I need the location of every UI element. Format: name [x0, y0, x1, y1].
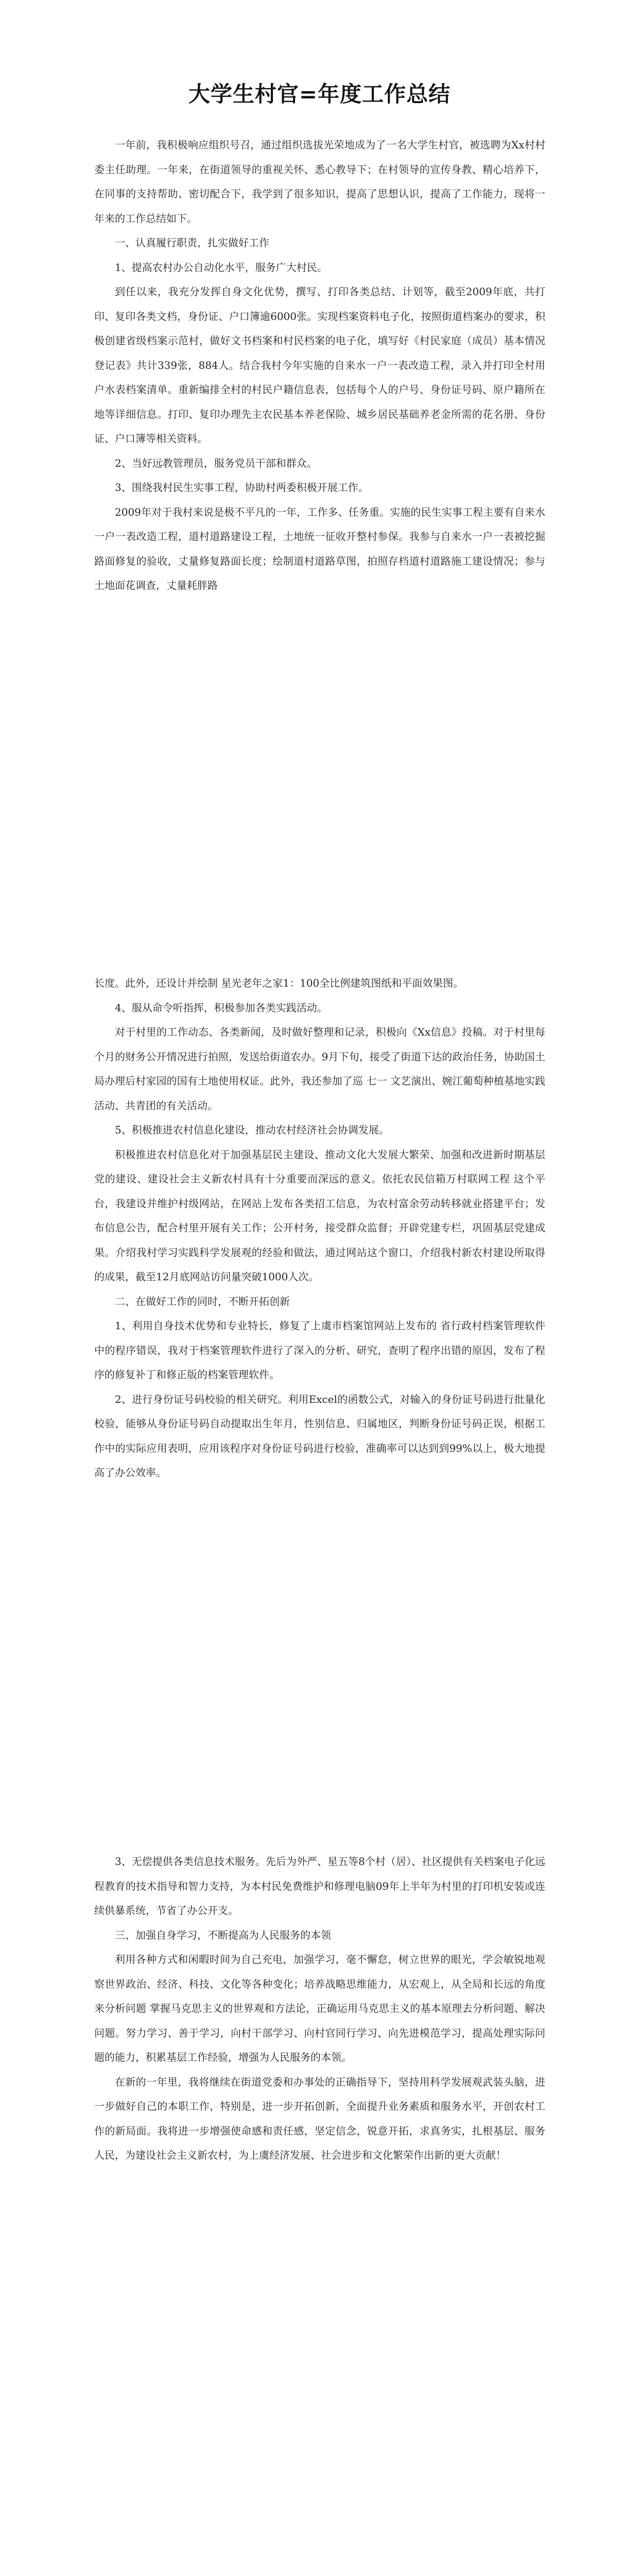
- subsection-heading: 5、积极推进农村信息化建设，推动农村经济社会协调发展。: [115, 1124, 389, 1136]
- section-heading: 二、在做好工作的同时，不断开拓创新: [115, 1295, 290, 1308]
- paragraph: 2009年对于我村来说是极不平凡的一年，工作多、任务重。实施的民生实事工程主要有自来水一户一表改造工程，道村道路建设工程，土地统一征收开整村参保。我参与自来水一户一表被挖掘路面修复的验收，丈量修复路面长度；绘制道村道路草图，拍照存档道村道路施工建设情况；参与土地面花调查，丈量耗胖路: [94, 505, 545, 591]
- paragraph: 一年前，我积极响应组织号召，通过组织选拔光荣地成为了一名大学生村官，被选聘为Xx村村委主任助理。一年来，在街道领导的重视关怀、悉心教导下；在村领导的宣传身教、精心培养下，在同事的支持帮助、密切配合下，我学到了很多知识，提高了思想认识，提高了工作能力，现将一年来的工作总结如下。: [94, 139, 545, 225]
- subsection-heading: 3、围绕我村民生实事工程，协助村两委积极开展工作。: [115, 481, 369, 494]
- paragraph: 1、利用自身技术优势和专业特长，修复了上虞市档案馆网站上发布的 省行政村档案管理软件 中的程序错误，我对于档案管理软件进行了深入的分析、研究，查明了程序出错的原因，发布了程序的修复补丁和修正版的档案管理软件。: [94, 1319, 545, 1381]
- subsection-heading: 4、服从命令听指挥，积极参加各类实践活动。: [115, 1001, 327, 1014]
- paragraph-continuation: 长度。此外，还设计并绘制 星光老年之家1：100全比例建筑图纸和平面效果图。: [94, 977, 464, 989]
- paragraph: 对于村里的工作动态、各类新闻，及时做好整理和记录，积极向《Xx信息》投稿。对于村里每个月的财务公开情况进行拍照，发送给街道农办。9月下旬，接受了街道下达的政治任务，协助国土局办理后村家园的国有土地使用权证。此外，我还参加了巡 七一 文艺演出、婉江葡萄种植基地实践活动、共青团的有关活动。: [94, 1026, 545, 1112]
- paragraph: 积极推进农村信息化对于加强基层民主建设、推动文化大发展大繁荣、加强和改进新时期基层党的建设、建设社会主义新农村具有十分重要而深远的意义。依托农民信箱万村联网工程 这个平台，我建设并维护村级网站，在网站上发布各类招工信息，为农村富余劳动转移就业搭建平台；发布信息公告，配合村里开展有关工作；公开村务，接受群众监督；开辟党建专栏，巩固基层党建成果。介绍我村学习实践科学发展观的经验和做法，通过网站这个窗口，介绍我村新农村建设所取得的成果，截至12月底网站访问量突破1000人次。: [94, 1148, 545, 1283]
- section-heading: 三、加强自身学习，不断提高为人民服务的本领: [115, 1928, 331, 1941]
- text-block-2: [94, 971, 545, 1485]
- text-block-3: [94, 1850, 545, 2168]
- paragraph: 到任以来，我充分发挥自身文化优势，撰写、打印各类总结、计划等，截至2009年底，共打印、复印各类文档，身份证、户口簿逾6000张。实现档案资料电子化，按照街道档案办的要求，积极创建省级档案示范村，做好文书档案和村民档案的电子化，填写好《村民家庭（成员）基本情况登记表》共计339张，884人。结合我村今年实施的自来水一户一表改造工程，录入并打印全村用户水表档案清单。重新编排全村的村民户籍信息表，包括每个人的户号、身份证号码、原户籍所在地等详细信息。打印、复印办理先主农民基本养老保险、城乡居民基础养老金所需的花名册、身份证、户口簿等相关资料。: [94, 285, 545, 445]
- paragraph: 3、无偿提供各类信息技术服务。先后为外严、星五等8个村（居）、社区提供有关档案电子化远程教育的技术指导和智力支持，为本村民免费维护和修理电脑09年上半年为村里的打印机安装或连续供暴系统，节省了办公开支。: [94, 1855, 545, 1917]
- subsection-heading: 2、当好远教管理员，服务党员干部和群众。: [115, 456, 317, 469]
- paragraph: 利用各种方式和闲暇时间为自己充电，加强学习，毫不懈怠，树立世界的眼光，学会敏锐地观察世界政治、经济、科技、文化等各种变化；培养战略思维能力，从宏观上，从全局和长远的角度来分析问题 掌握马克思主义的世界观和方法论，正确运用马克思主义的基本原理去分析问题、解决问题。努力学习、善于学习，向村干部学习、向村官同行学习、向先进模范学习，提高处理实际问题的能力，积累基层工作经验，增强为人民服务的本领。: [94, 1953, 545, 2063]
- paragraph: 在新的一年里，我将继续在街道党委和办事处的正确指导下，坚持用科学发展观武装头脑，进一步做好自己的本职工作，特别是，进一步开拓创新，全面提升业务素质和服务水平，开创农村工作的新局面。我将进一步增强使命感和责任感，坚定信念，锐意开拓，求真务实，扎根基层、服务人民，为建设社会主义新农村，为上虞经济发展、社会进步和文化繁荣作出新的更大贡献！: [94, 2075, 545, 2161]
- section-heading: 一、认真履行职责，扎实做好工作: [115, 236, 269, 249]
- text-block-1: [94, 133, 545, 598]
- subsection-heading: 1、提高农村办公自动化水平，服务广大村民。: [115, 261, 327, 274]
- paragraph: 2、进行身份证号码校验的相关研究。利用Excel的函数公式，对输入的身份证号码进行批量化校验，能够从身份证号码自动提取出生年月，性别信息、归属地区，判断身份证号码正误，根据工作中的实际应用表明，应用该程序对身份证号码进行校验，准确率可以达到到99%以上，极大地提高了办公效率。: [94, 1393, 545, 1479]
- document-title: 大学生村官=年度工作总结: [188, 81, 451, 107]
